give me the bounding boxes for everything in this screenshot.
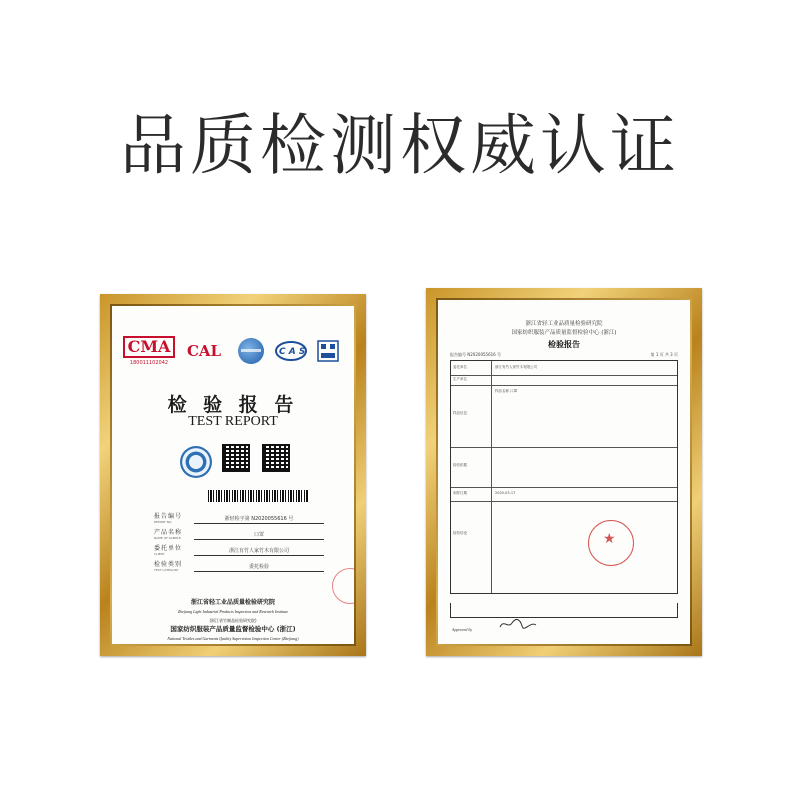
row-label: 生产单位: [453, 377, 467, 381]
center-name: 国家纺织服装产品质量监督检验中心 (浙江): [170, 625, 296, 633]
cal-logo: CAL: [186, 342, 222, 360]
info-row: [154, 508, 324, 524]
info-row: [154, 556, 324, 572]
issuer-block: [112, 598, 354, 643]
table-row: [451, 361, 677, 376]
right-certificate-frame: [426, 288, 702, 656]
info-row: [154, 524, 324, 540]
info-row: [154, 540, 324, 556]
row-label: 检验结论: [453, 531, 467, 535]
ilac-logo: [316, 336, 340, 366]
row-value: 样品名称 口罩: [495, 389, 518, 393]
right-certificate: [438, 300, 690, 644]
institute-name: 浙江省轻工业品质量检验研究院: [525, 321, 603, 327]
page-headline: 品质检测权威认证: [120, 107, 680, 184]
certificate-title-english: TEST REPORT: [188, 414, 278, 429]
report-header: [438, 320, 690, 349]
page-indicator: 第 1 页 共 3 页: [650, 352, 678, 357]
field-label: 委托单位 CLIENT: [154, 545, 183, 556]
center-name-english: National Textiles and Garments Quality Supervision Inspection Center (Zhejiang): [167, 636, 299, 641]
globe-icon: [236, 336, 266, 366]
left-certificate: [112, 306, 354, 644]
row-label: 到样日期: [453, 491, 467, 495]
svg-text:C A S: C A S: [279, 347, 306, 357]
field-label: 产品名称 NAME OF SAMPLE: [154, 529, 183, 540]
report-info-table: [154, 508, 324, 572]
approved-by-label: Approved by: [452, 627, 473, 632]
field-value: 委托检验: [194, 563, 324, 572]
row-value: 浙江有竹人家竹木有限公司: [495, 365, 537, 369]
field-value: 口罩: [194, 531, 324, 540]
report-title: 检验报告: [548, 340, 580, 349]
barcode-icon: [208, 490, 308, 502]
row-label: 检验依据: [453, 463, 467, 467]
row-value: 2020-03-17: [495, 491, 516, 495]
report-meta: [450, 352, 678, 358]
table-row: [451, 501, 677, 575]
report-number: 报告编号 N2020055616 号: [450, 352, 501, 357]
issuer-name: 浙江省轻工业品质量检验研究院: [190, 599, 275, 606]
accreditation-logos: [126, 332, 340, 370]
red-seal-icon: [588, 520, 634, 566]
field-label: 报告编号 REPORT NO.: [154, 513, 183, 524]
field-value: 浙江有竹人家竹木有限公司: [194, 547, 324, 556]
issuer-subname: (浙江省竹制品检验研究院): [209, 618, 257, 623]
table-row: [451, 447, 677, 488]
qr-code-icon: [262, 444, 290, 472]
left-certificate-frame: [100, 294, 366, 656]
inspection-emblem-icon: [180, 446, 212, 478]
row-label: 样品信息: [453, 411, 467, 415]
report-table: [450, 360, 678, 594]
cnas-logo: [274, 336, 308, 366]
field-label: 检验类别 TEST CATEGORY: [154, 561, 183, 572]
table-row: [451, 385, 677, 448]
table-row: [451, 487, 677, 502]
signature-row: [450, 603, 678, 618]
center-name: 国家纺织服装产品质量监督检验中心 (浙江): [511, 330, 617, 336]
handwritten-signature-icon: [498, 617, 538, 634]
row-label: 委托单位: [453, 365, 467, 369]
cma-logo: CMA 180011102042: [126, 336, 172, 366]
qr-code-icon: [222, 444, 250, 472]
certificate-title: 检 验 报 告: [167, 394, 299, 416]
issuer-name-english: Zhejiang Light Industrial Products Inspection and Research Institute: [177, 609, 289, 614]
report-number: 浙轻检字第 N2020055616 号: [194, 515, 324, 524]
